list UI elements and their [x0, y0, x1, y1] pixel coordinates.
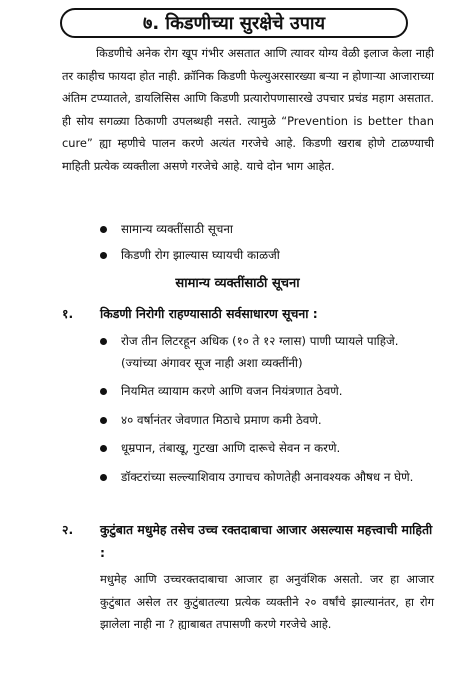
bullet-icon [100, 445, 107, 452]
list-item-text: डॉक्टरांच्या सल्ल्याशिवाय उगाचच कोणतेही अनावश्यक औषध न घेणे. [121, 470, 414, 484]
bullet-icon [100, 388, 107, 395]
point-number: २. [62, 522, 74, 537]
list-item [100, 330, 430, 374]
list-item [100, 244, 280, 266]
point-heading: किडणी निरोगी राहण्यासाठी सर्वसाधारण सूचना : [100, 306, 318, 321]
list-item [100, 437, 430, 459]
list-item [100, 409, 430, 431]
bullet-icon [100, 226, 107, 233]
list-item-text: धूम्रपान, तंबाखू, गुटखा आणि दारूचे सेवन न करणे. [121, 441, 341, 455]
point-2-paragraph: मधुमेह आणि उच्चरक्तदाबाचा आजार हा अनुवंशिक असतो. जर हा आजार कुटुंबात असेल तर कुटुंबातल्या प्रत्येक व्यक्तीने २० वर्षांचे झाल्यानंतर, हा रोग झालेला नाही ना ? ह्याबाबत तपासणी करणे गरजेचे आहे. [100, 572, 434, 631]
point-heading: कुटुंबात मधुमेह तसेच उच्च रक्तदाबाचा आजार असल्यास महत्त्वाची माहिती : [100, 522, 433, 560]
list-item [100, 380, 430, 402]
section-heading: सामान्य व्यक्तींसाठी सूचना [175, 276, 300, 291]
bullet-icon [100, 252, 107, 259]
chapter-title-box [60, 8, 408, 38]
list-item-text: किडणी रोग झाल्यास घ्यायची काळजी [121, 248, 280, 262]
list-item-text: रोज तीन लिटरहून अधिक (१० ते १२ ग्लास) पाणी प्यायले पाहिजे. (ज्यांच्या अंगावर सूज नाही अशा व्यक्तींनी) [121, 334, 399, 370]
numbered-point-2 [62, 518, 440, 564]
numbered-point-1 [62, 302, 440, 325]
list-item [100, 218, 233, 240]
list-item-text: सामान्य व्यक्तींसाठी सूचना [121, 222, 233, 236]
chapter-title: ७. किडणीच्या सुरक्षेचे उपाय [142, 13, 326, 34]
bullet-icon [100, 474, 107, 481]
bullet-icon [100, 338, 107, 345]
bullet-icon [100, 417, 107, 424]
list-item-text: ४० वर्षानंतर जेवणात मिठाचे प्रमाण कमी ठेवणे. [121, 413, 322, 427]
intro-paragraph: किडणीचे अनेक रोग खूप गंभीर असतात आणि त्यावर योग्य वेळी इलाज केला नाही तर काहीच फायदा होत नाही. क्रॉनिक किडणी फेल्युअरसारख्या बऱ्या न होणाऱ्या आजाराच्या अंतिम टप्प्यातले, डायलिसिस आणि किडणी प्रत्यारोपणासारखे उपचार प्रचंड महाग असतात. ही सोय सगळ्या ठिकाणी उपलब्धही नसते. त्यामुळे “Prevention is better than cure” ह्या म्हणीचे पालन करणे अत्यंत गरजेचे आहे. किडणी खराब होणे टाळण्याची माहिती प्रत्येक व्यक्तीला असणे गरजेचे आहे. याचे दोन भाग आहेत. [62, 46, 434, 173]
list-item-text: नियमित व्यायाम करणे आणि वजन नियंत्रणात ठेवणे. [121, 384, 343, 398]
point-number: १. [62, 306, 74, 321]
list-item [100, 466, 430, 488]
